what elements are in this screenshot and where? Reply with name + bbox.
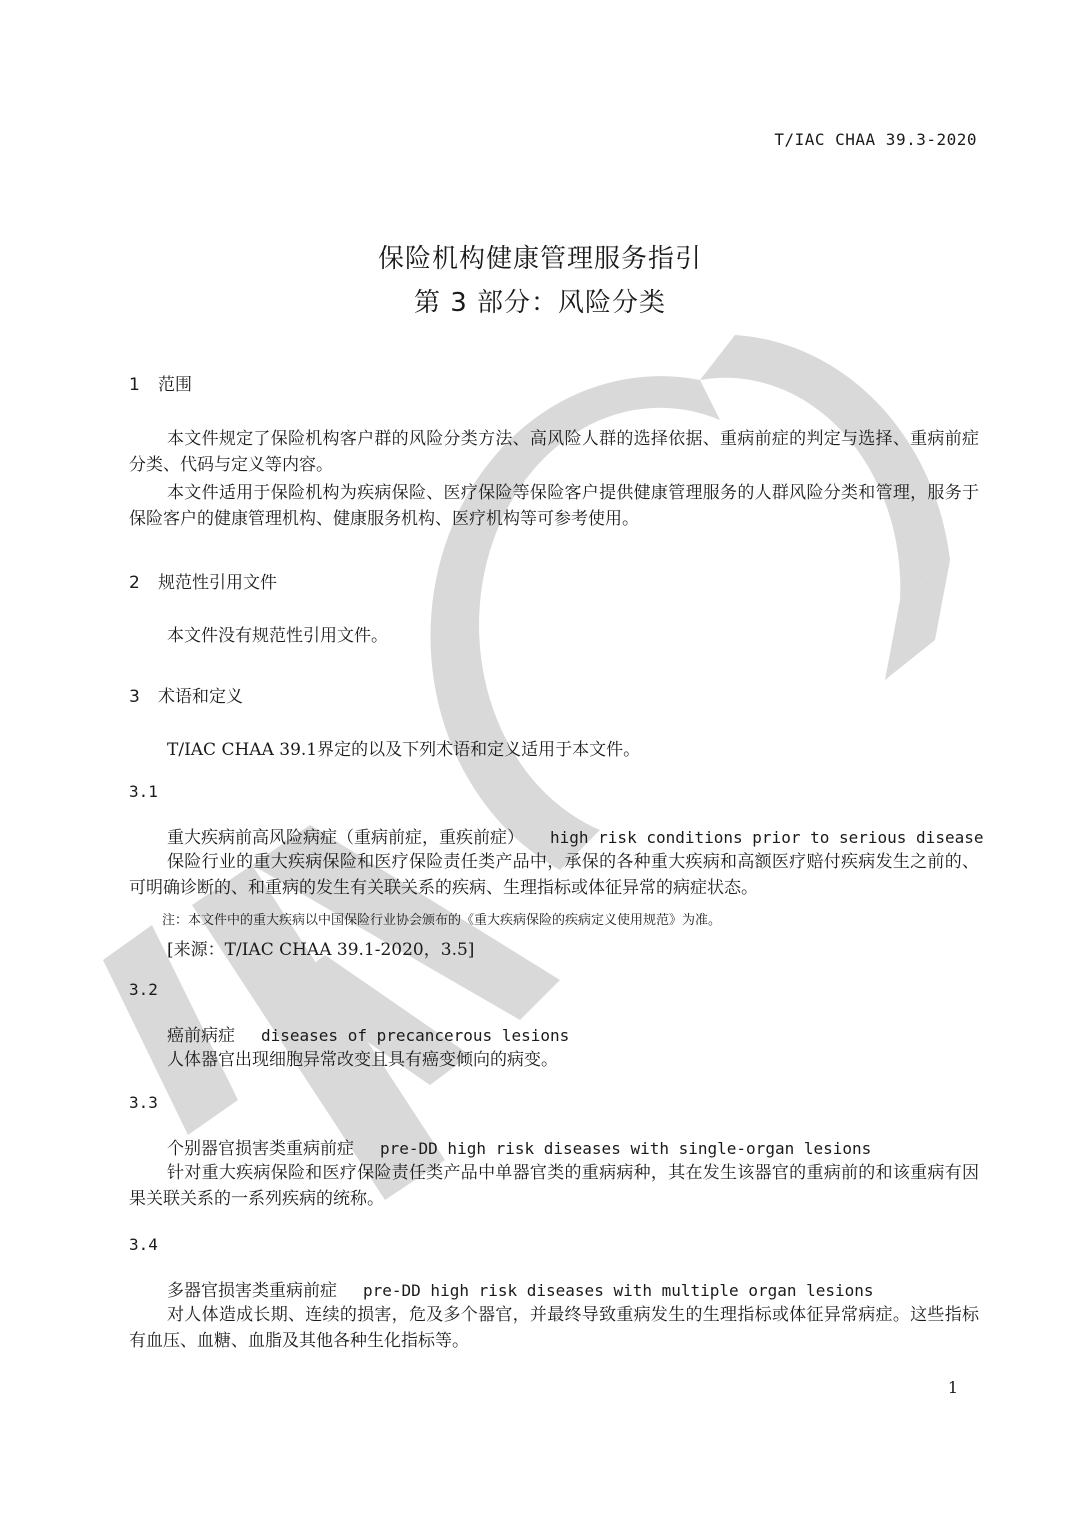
term-3-1-note: 注：本文件中的重大疾病以中国保险行业协会颁布的《重大疾病保险的疾病定义使用规范》为准。 xyxy=(162,913,722,928)
term-3-1-source: [来源：T/IAC CHAA 39.1-2020，3.5] xyxy=(167,940,475,960)
section-number: 3 xyxy=(129,687,140,707)
document-subtitle: 第 3 部分：风险分类 xyxy=(413,288,667,318)
term-number-3-4: 3.4 xyxy=(129,1235,158,1254)
term-3-3-definition xyxy=(129,1160,979,1212)
term-3-1 xyxy=(167,823,983,848)
term-number-3-3: 3.3 xyxy=(129,1093,158,1112)
section-title: 术语和定义 xyxy=(158,687,243,707)
term-chinese: 多器官损害类重病前症 xyxy=(167,1281,337,1301)
term-3-2-definition xyxy=(129,1047,979,1073)
section-number: 1 xyxy=(129,375,140,395)
term-3-2 xyxy=(167,1021,569,1046)
term-chinese: 癌前病症 xyxy=(167,1026,235,1046)
references-paragraph xyxy=(129,623,979,649)
terms-intro-text: T/IAC CHAA 39.1界定的以及下列术语和定义适用于本文件。 xyxy=(167,740,641,760)
definition-text: 保险行业的重大疾病保险和医疗保险责任类产品中，承保的各种重大疾病和高额医疗赔付疾病发生之前的、可明确诊断的、和重病的发生有关联关系的疾病、生理指标或体征异常的病症状态。 xyxy=(129,852,979,898)
section-title: 规范性引用文件 xyxy=(158,573,277,593)
term-chinese: 个别器官损害类重病前症 xyxy=(167,1139,354,1159)
section-number: 2 xyxy=(129,573,140,593)
section-heading-terms xyxy=(129,682,243,707)
term-english: diseases of precancerous lesions xyxy=(261,1026,570,1045)
scope-paragraph-2: 本文件适用于保险机构为疾病保险、医疗保险等保险客户提供健康管理服务的人群风险分类和管理，服务于保险客户的健康管理机构、健康服务机构、医疗机构等可参考使用。 xyxy=(129,483,979,529)
definition-text: 人体器官出现细胞异常改变且具有癌变倾向的病变。 xyxy=(167,1050,558,1070)
standard-number: T/IAC CHAA 39.3-2020 xyxy=(774,130,977,149)
term-chinese: 重大疾病前高风险病症（重病前症，重疾前症） xyxy=(167,828,524,848)
term-3-4-definition xyxy=(129,1302,979,1354)
scope-paragraphs xyxy=(129,426,979,532)
term-3-4 xyxy=(167,1276,874,1301)
term-3-3 xyxy=(167,1134,871,1159)
term-english: pre-DD high risk diseases with single-organ lesions xyxy=(380,1139,872,1158)
section-heading-scope xyxy=(129,370,192,395)
references-text: 本文件没有规范性引用文件。 xyxy=(167,626,388,646)
scope-paragraph-1: 本文件规定了保险机构客户群的风险分类方法、高风险人群的选择依据、重病前症的判定与选择、重病前症分类、代码与定义等内容。 xyxy=(129,429,979,475)
definition-text: 对人体造成长期、连续的损害，危及多个器官，并最终导致重病发生的生理指标或体征异常病症。这些指标有血压、血糖、血脂及其他各种生化指标等。 xyxy=(129,1305,979,1351)
section-heading-normative-references xyxy=(129,568,277,593)
term-english: high risk conditions prior to serious disease xyxy=(550,828,984,847)
section-title: 范围 xyxy=(158,375,192,395)
term-english: pre-DD high risk diseases with multiple organ lesions xyxy=(363,1281,874,1300)
terms-intro-paragraph xyxy=(129,737,979,763)
term-number-3-2: 3.2 xyxy=(129,980,158,999)
definition-text: 针对重大疾病保险和医疗保险责任类产品中单器官类的重病病种，其在发生该器官的重病前的和该重病有因果关联关系的一系列疾病的统称。 xyxy=(129,1163,979,1209)
term-number-3-1: 3.1 xyxy=(129,782,158,801)
page-number: 1 xyxy=(947,1378,958,1397)
document-title: 保险机构健康管理服务指引 xyxy=(377,244,702,274)
term-3-1-definition xyxy=(129,849,979,901)
